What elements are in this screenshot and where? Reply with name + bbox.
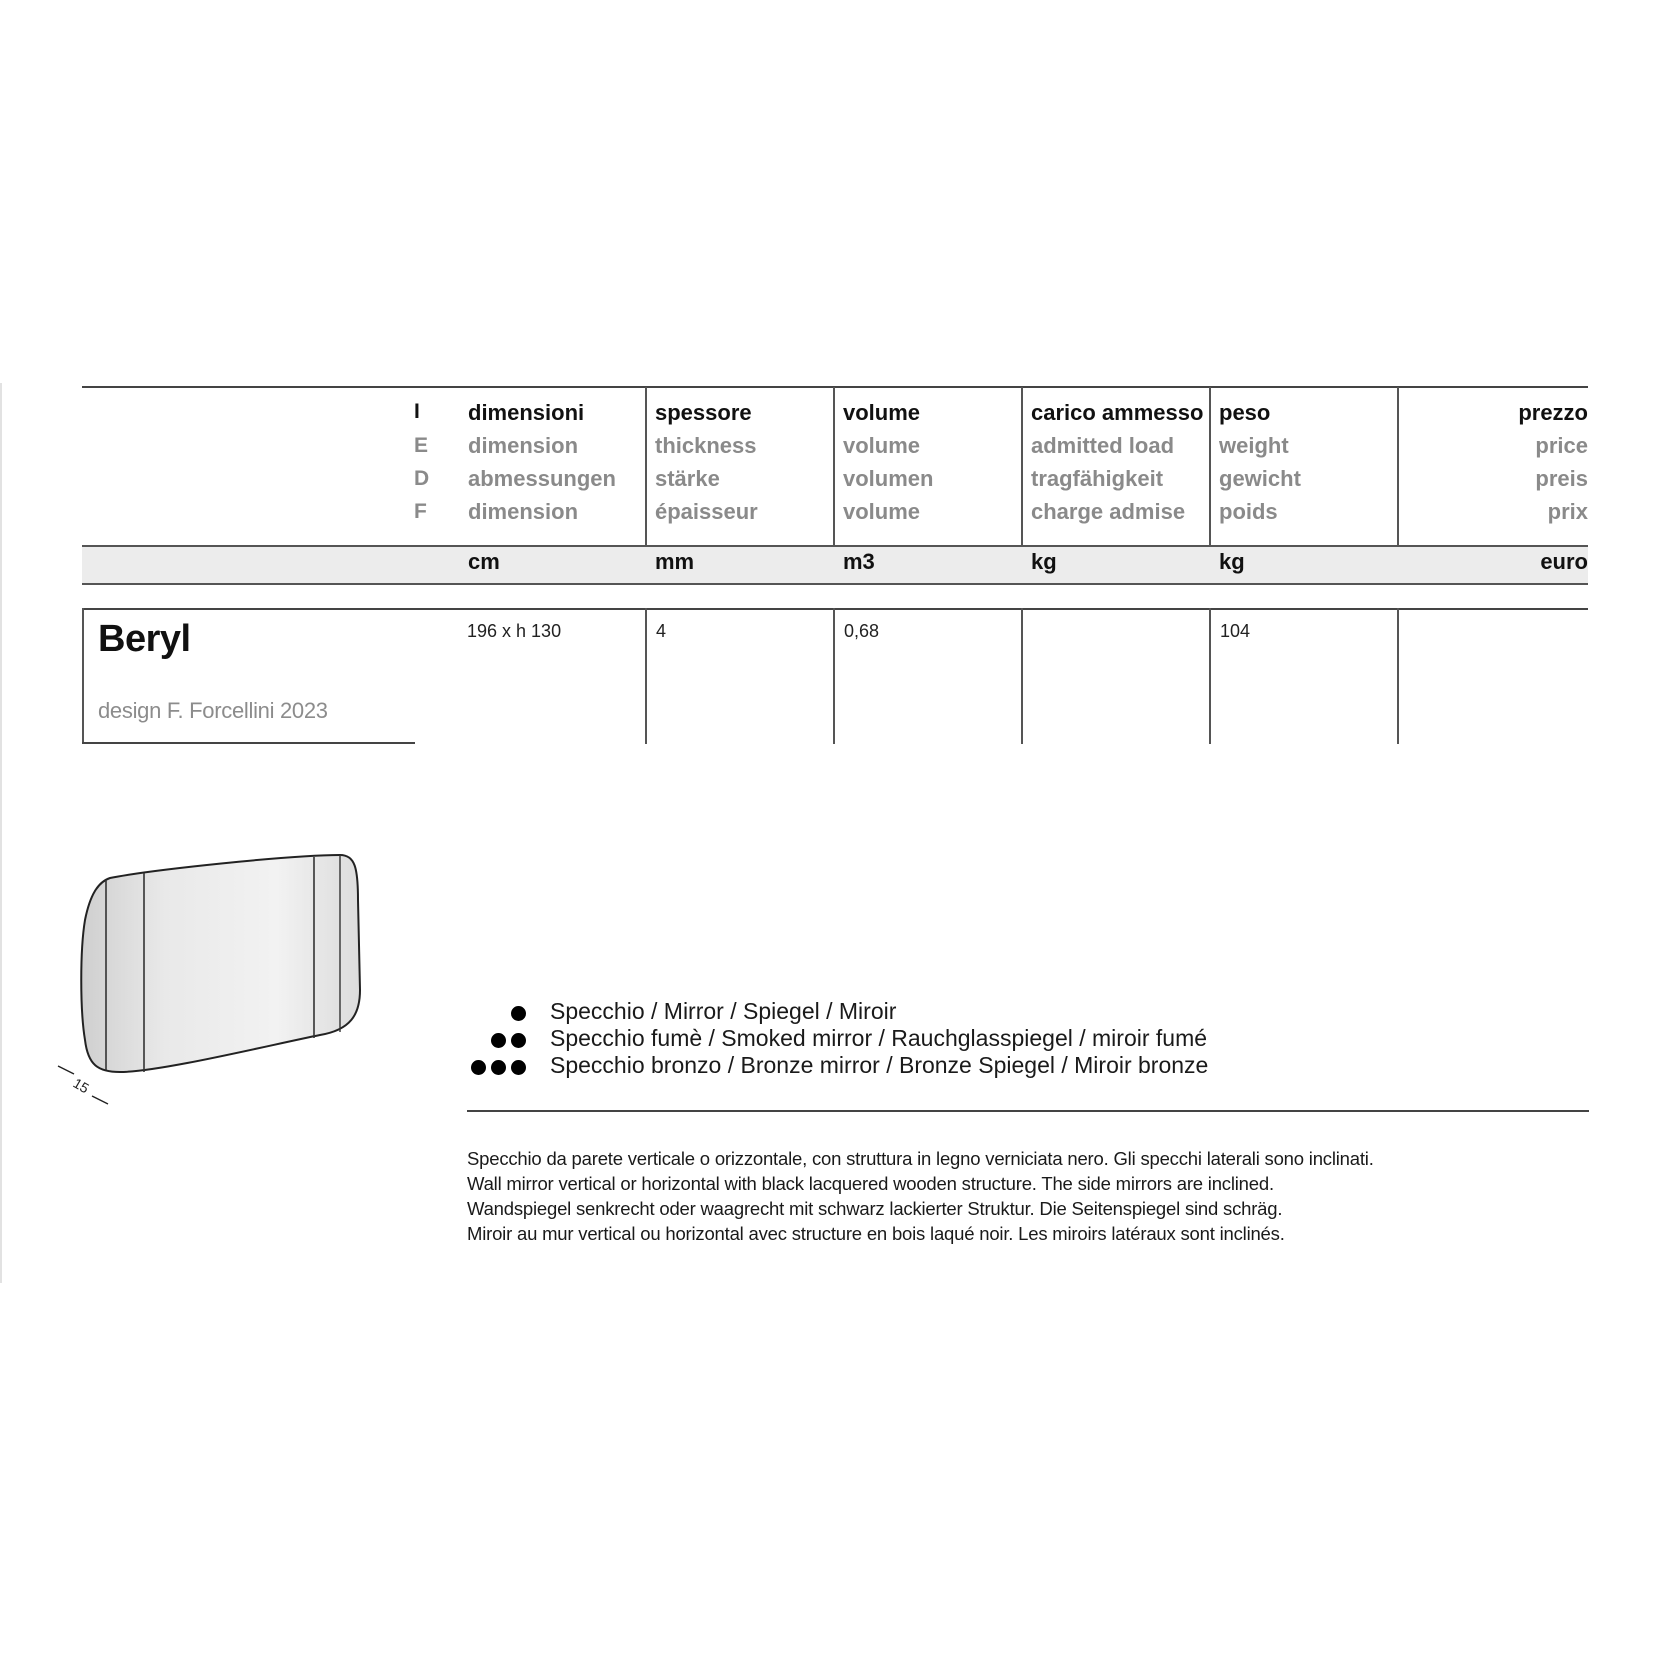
column-header-volume: volume volume volumen volume (843, 400, 934, 524)
column-header-prezzo: prezzo price preis prix (1518, 400, 1588, 524)
description-divider (467, 1110, 1589, 1112)
mirror-drawing (40, 840, 380, 1110)
unit-carico: kg (1031, 549, 1057, 574)
unit-prezzo: euro (1540, 549, 1588, 574)
product-box-left (82, 608, 84, 744)
value-spessore: 4 (656, 621, 667, 641)
product-name: Beryl (98, 618, 191, 660)
product-designer: design F. Forcellini 2023 (98, 698, 328, 723)
unit-peso: kg (1219, 549, 1245, 574)
column-divider (1021, 387, 1023, 545)
unit-spessore: mm (655, 549, 695, 574)
unit-dimensioni: cm (468, 549, 500, 574)
lang-code-i: I (414, 400, 420, 423)
finish-dots-3 (460, 1060, 526, 1075)
description-en: Wall mirror vertical or horizontal with black lacquered wooden structure. The side mirrors are inclined. (467, 1173, 1274, 1194)
unit-volume: m3 (843, 549, 875, 574)
units-row (82, 545, 1588, 585)
column-header-peso: peso weight gewicht poids (1219, 400, 1301, 524)
column-divider (833, 387, 835, 545)
finish-smoked: Specchio fumè / Smoked mirror / Rauchglasspiegel / miroir fumé (550, 1025, 1208, 1051)
column-divider (1209, 387, 1211, 545)
finish-dots-2 (460, 1033, 526, 1048)
product-row-top-rule (82, 608, 1588, 610)
description-fr: Miroir au mur vertical ou horizontal avec structure en bois laqué noir. Les miroirs latéraux sont inclinés. (467, 1223, 1285, 1244)
column-divider (1397, 387, 1399, 545)
column-divider (1021, 608, 1023, 744)
column-divider (1397, 608, 1399, 744)
lang-code-d: D (414, 467, 430, 490)
product-box-bottom (82, 742, 415, 744)
finish-dots-1 (460, 1006, 526, 1021)
column-divider (645, 608, 647, 744)
lang-code-f: F (414, 500, 427, 523)
page-edge-shadow (0, 383, 2, 1283)
column-header-spessore: spessore thickness stärke épaisseur (655, 400, 758, 524)
column-header-carico: carico ammesso admitted load tragfähigkeit charge admise (1031, 400, 1204, 524)
column-divider (833, 608, 835, 744)
lang-code-e: E (414, 434, 429, 457)
value-peso: 104 (1220, 621, 1251, 641)
depth-dimension-label: 15 (70, 1074, 92, 1097)
finish-bronze: Specchio bronzo / Bronze mirror / Bronze Spiegel / Miroir bronze (550, 1052, 1209, 1078)
description-de: Wandspiegel senkrecht oder waagrecht mit schwarz lackierter Struktur. Die Seitenspiegel sind schräg. (467, 1198, 1283, 1219)
finish-mirror: Specchio / Mirror / Spiegel / Miroir (550, 998, 897, 1024)
value-volume: 0,68 (844, 621, 880, 641)
table-top-rule (82, 386, 1588, 388)
column-divider (1209, 608, 1211, 744)
column-header-dimensioni: dimensioni dimension abmessungen dimension (468, 400, 616, 524)
column-divider (645, 387, 647, 545)
description-it: Specchio da parete verticale o orizzontale, con struttura in legno verniciata nero. Gli specchi laterali sono inclinati. (467, 1148, 1374, 1169)
value-dimensioni: 196 x h 130 (467, 621, 562, 641)
